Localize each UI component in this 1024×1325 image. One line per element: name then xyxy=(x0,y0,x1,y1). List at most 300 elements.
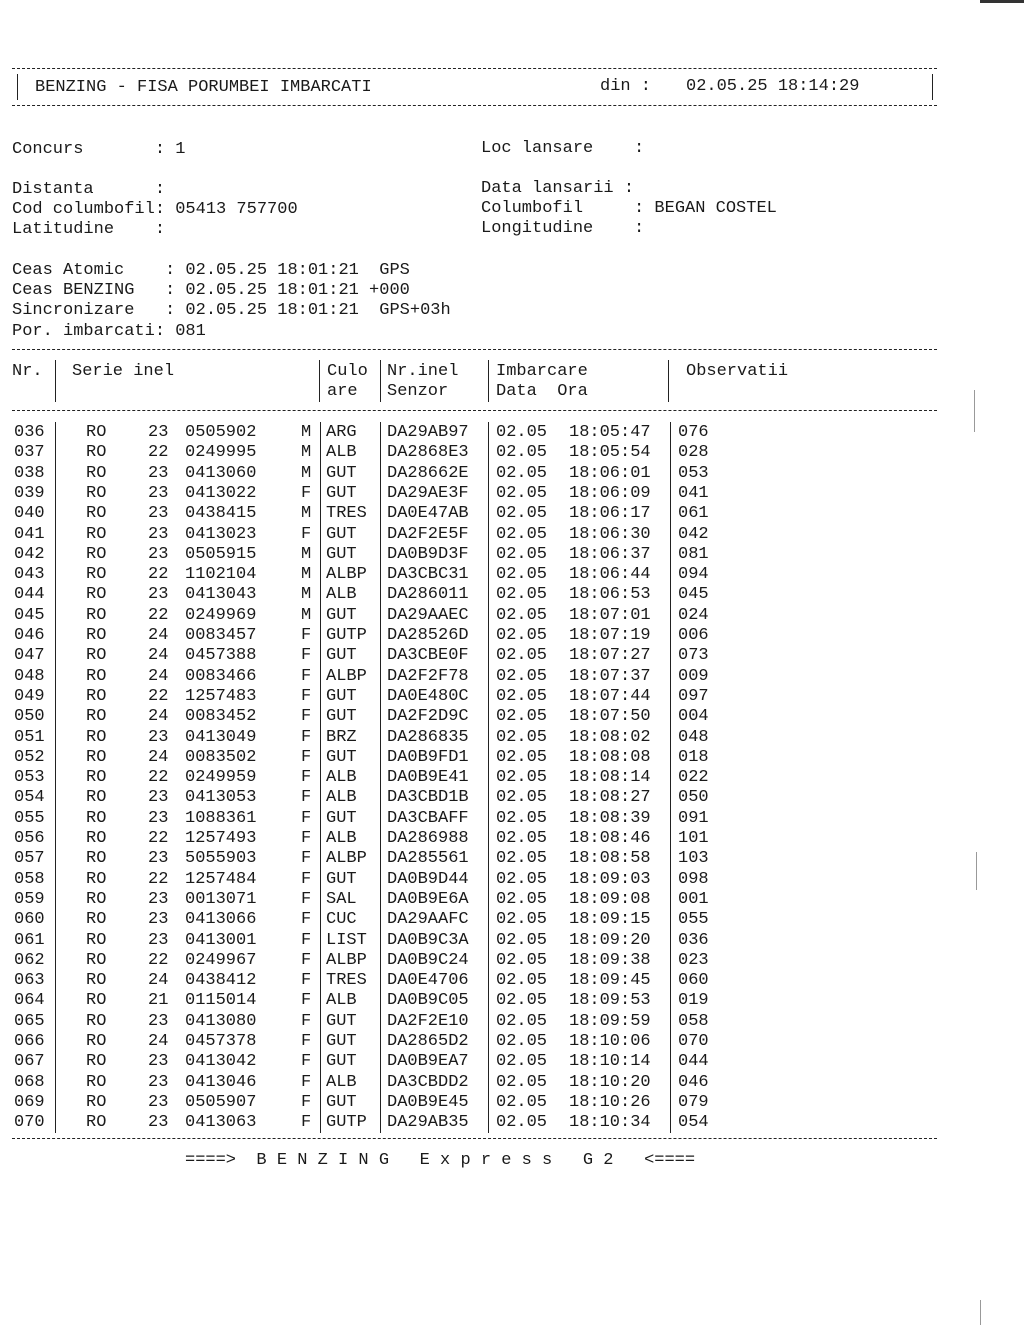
cell-nr: 045 xyxy=(14,605,45,625)
cell-ring: 0249967 xyxy=(185,950,257,970)
cell-data: 02.05 xyxy=(496,768,548,788)
cell-year: 23 xyxy=(148,1072,169,1092)
cell-culoare: GUT xyxy=(326,605,357,625)
col-header-culoare-1: Culo xyxy=(327,362,368,381)
cell-observatii: 098 xyxy=(678,869,709,889)
cell-ring: 0013071 xyxy=(185,889,257,909)
col-header-observatii: Observatii xyxy=(686,362,789,381)
cell-data: 02.05 xyxy=(496,788,548,808)
cell-culoare: TRES xyxy=(326,971,367,991)
cell-observatii: 054 xyxy=(678,1113,709,1133)
cell-senzor: DA0B9D3F xyxy=(387,544,469,564)
table-row xyxy=(0,423,940,443)
cell-country: RO xyxy=(86,747,107,767)
cell-country: RO xyxy=(86,666,107,686)
cell-senzor: DA29AB35 xyxy=(387,1113,469,1133)
cell-culoare: GUT xyxy=(326,524,357,544)
cell-ora: 18:08:58 xyxy=(569,849,651,869)
cell-ora: 18:08:14 xyxy=(569,768,651,788)
cell-sex: F xyxy=(301,646,312,666)
cell-sex: F xyxy=(301,1052,312,1072)
cell-sex: M xyxy=(301,443,312,463)
cell-ora: 18:09:20 xyxy=(569,930,651,950)
cell-ring: 1102104 xyxy=(185,565,257,585)
header-separator xyxy=(12,105,937,106)
data-lansarii-field: Data lansarii : xyxy=(481,179,635,198)
cell-senzor: DA29AAFC xyxy=(387,910,469,930)
cell-year: 23 xyxy=(148,889,169,909)
cell-year: 23 xyxy=(148,808,169,828)
table-row xyxy=(0,788,940,808)
cell-culoare: GUT xyxy=(326,747,357,767)
cell-culoare: GUT xyxy=(326,686,357,706)
cell-senzor: DA286988 xyxy=(387,829,469,848)
cell-nr: 058 xyxy=(14,869,45,889)
latitudine-field: Latitudine : xyxy=(12,220,166,239)
table-row xyxy=(0,626,940,646)
cell-nr: 053 xyxy=(14,768,45,788)
cell-nr: 040 xyxy=(14,504,45,524)
scan-artifact xyxy=(980,1300,981,1325)
cell-nr: 067 xyxy=(14,1052,45,1072)
cell-ora: 18:08:08 xyxy=(569,747,651,767)
cell-ora: 18:06:01 xyxy=(569,463,651,483)
cell-sex: F xyxy=(301,849,312,869)
cell-data: 02.05 xyxy=(496,544,548,564)
cell-culoare: GUT xyxy=(326,646,357,666)
date-label: din : xyxy=(600,77,652,96)
cell-data: 02.05 xyxy=(496,423,548,442)
cell-nr: 065 xyxy=(14,1011,45,1031)
scan-artifact xyxy=(980,0,1024,3)
cell-observatii: 094 xyxy=(678,565,709,585)
cell-ora: 18:06:44 xyxy=(569,565,651,585)
hdr-col-divider xyxy=(319,360,320,402)
ceas-atomic-field: Ceas Atomic : 02.05.25 18:01:21 GPS xyxy=(12,261,410,280)
cell-nr: 060 xyxy=(14,910,45,930)
cell-sex: F xyxy=(301,707,312,727)
cell-ring: 0413042 xyxy=(185,1052,257,1072)
cell-ring: 5055903 xyxy=(185,849,257,869)
table-row xyxy=(0,707,940,727)
cell-ring: 0413043 xyxy=(185,585,257,605)
cell-data: 02.05 xyxy=(496,1113,548,1133)
cell-sex: F xyxy=(301,889,312,909)
cell-ora: 18:06:53 xyxy=(569,585,651,605)
cell-ring: 0505902 xyxy=(185,423,257,442)
cell-year: 22 xyxy=(148,950,169,970)
cell-senzor: DA0B9D44 xyxy=(387,869,469,889)
cell-country: RO xyxy=(86,544,107,564)
cell-senzor: DA3CBC31 xyxy=(387,565,469,585)
cell-country: RO xyxy=(86,1032,107,1051)
cell-senzor: DA29AAEC xyxy=(387,605,469,625)
col-header-serie: Serie inel xyxy=(72,362,175,381)
cell-country: RO xyxy=(86,646,107,666)
cell-country: RO xyxy=(86,889,107,909)
cell-year: 23 xyxy=(148,423,169,442)
cell-observatii: 006 xyxy=(678,626,709,645)
cell-sex: F xyxy=(301,910,312,930)
cell-senzor: DA29AE3F xyxy=(387,483,469,503)
cell-data: 02.05 xyxy=(496,1032,548,1051)
cell-observatii: 001 xyxy=(678,889,709,909)
cell-sex: F xyxy=(301,971,312,991)
cell-data: 02.05 xyxy=(496,930,548,950)
cell-ora: 18:09:08 xyxy=(569,889,651,909)
cell-data: 02.05 xyxy=(496,889,548,909)
cell-ring: 0083452 xyxy=(185,707,257,727)
cell-senzor: DA2F2D9C xyxy=(387,707,469,727)
cell-observatii: 048 xyxy=(678,727,709,747)
cell-country: RO xyxy=(86,443,107,463)
cell-senzor: DA28526D xyxy=(387,626,469,645)
cell-data: 02.05 xyxy=(496,565,548,585)
cell-culoare: GUT xyxy=(326,1032,357,1051)
table-row xyxy=(0,1073,940,1093)
cell-nr: 037 xyxy=(14,443,45,463)
table-row xyxy=(0,687,940,707)
table-row xyxy=(0,910,940,930)
col-header-nr: Nr. xyxy=(12,362,43,381)
cell-country: RO xyxy=(86,849,107,869)
cell-country: RO xyxy=(86,910,107,930)
cell-ring: 0505915 xyxy=(185,544,257,564)
cell-culoare: GUT xyxy=(326,869,357,889)
table-row xyxy=(0,809,940,829)
cell-country: RO xyxy=(86,585,107,605)
cell-culoare: SAL xyxy=(326,889,357,909)
cell-data: 02.05 xyxy=(496,605,548,625)
cell-ring: 0438415 xyxy=(185,504,257,524)
cell-senzor: DA286011 xyxy=(387,585,469,605)
cell-year: 23 xyxy=(148,930,169,950)
cell-year: 24 xyxy=(148,707,169,727)
cell-nr: 043 xyxy=(14,565,45,585)
cell-culoare: GUTP xyxy=(326,1113,367,1133)
cell-year: 22 xyxy=(148,829,169,848)
cell-country: RO xyxy=(86,788,107,808)
cell-sex: F xyxy=(301,483,312,503)
cell-ring: 1257484 xyxy=(185,869,257,889)
cell-country: RO xyxy=(86,423,107,442)
cell-observatii: 023 xyxy=(678,950,709,970)
cell-ora: 18:10:26 xyxy=(569,1092,651,1112)
cell-ora: 18:09:53 xyxy=(569,991,651,1011)
cell-ring: 0083457 xyxy=(185,626,257,645)
table-row xyxy=(0,484,940,504)
cell-year: 24 xyxy=(148,626,169,645)
cell-ora: 18:07:37 xyxy=(569,666,651,686)
table-row xyxy=(0,1093,940,1113)
header-right-border xyxy=(932,74,933,100)
cell-culoare: GUT xyxy=(326,483,357,503)
cell-data: 02.05 xyxy=(496,971,548,991)
cell-sex: F xyxy=(301,686,312,706)
cell-nr: 050 xyxy=(14,707,45,727)
cell-year: 24 xyxy=(148,646,169,666)
cell-culoare: ALB xyxy=(326,788,357,808)
cell-year: 23 xyxy=(148,483,169,503)
cell-nr: 041 xyxy=(14,524,45,544)
cell-ora: 18:10:34 xyxy=(569,1113,651,1133)
cell-year: 23 xyxy=(148,1092,169,1112)
cell-year: 21 xyxy=(148,991,169,1011)
table-row xyxy=(0,565,940,585)
cell-ora: 18:09:59 xyxy=(569,1011,651,1031)
cell-data: 02.05 xyxy=(496,727,548,747)
cell-culoare: GUT xyxy=(326,808,357,828)
cell-nr: 048 xyxy=(14,666,45,686)
cell-observatii: 024 xyxy=(678,605,709,625)
cell-ring: 0413080 xyxy=(185,1011,257,1031)
cell-senzor: DA28662E xyxy=(387,463,469,483)
cell-sex: M xyxy=(301,605,312,625)
col-header-inel-2: Senzor xyxy=(387,382,449,401)
cell-data: 02.05 xyxy=(496,483,548,503)
hdr-col-divider xyxy=(668,360,669,402)
cell-culoare: ALB xyxy=(326,585,357,605)
cell-year: 23 xyxy=(148,463,169,483)
cell-country: RO xyxy=(86,565,107,585)
cell-senzor: DA29AB97 xyxy=(387,423,469,442)
cell-sex: F xyxy=(301,1032,312,1051)
cell-data: 02.05 xyxy=(496,747,548,767)
cell-ora: 18:08:46 xyxy=(569,829,651,848)
cell-culoare: ALBP xyxy=(326,950,367,970)
cell-nr: 066 xyxy=(14,1032,45,1051)
cell-culoare: GUT xyxy=(326,544,357,564)
cell-sex: F xyxy=(301,869,312,889)
cell-year: 24 xyxy=(148,747,169,767)
cell-sex: F xyxy=(301,1113,312,1133)
cod-columbofil-field: Cod columbofil: 05413 757700 xyxy=(12,200,298,219)
cell-country: RO xyxy=(86,1092,107,1112)
cell-culoare: ALB xyxy=(326,1072,357,1092)
table-row xyxy=(0,606,940,626)
cell-data: 02.05 xyxy=(496,1052,548,1072)
cell-year: 23 xyxy=(148,727,169,747)
cell-ring: 0457378 xyxy=(185,1032,257,1051)
cell-nr: 044 xyxy=(14,585,45,605)
cell-data: 02.05 xyxy=(496,707,548,727)
cell-nr: 068 xyxy=(14,1072,45,1092)
cell-year: 23 xyxy=(148,504,169,524)
scan-artifact xyxy=(974,390,975,432)
cell-sex: F xyxy=(301,950,312,970)
cell-year: 24 xyxy=(148,666,169,686)
cell-ring: 0413066 xyxy=(185,910,257,930)
table-row xyxy=(0,748,940,768)
cell-observatii: 058 xyxy=(678,1011,709,1031)
cell-senzor: DA0B9EA7 xyxy=(387,1052,469,1072)
cell-data: 02.05 xyxy=(496,829,548,848)
cell-country: RO xyxy=(86,971,107,991)
table-top-separator xyxy=(12,349,937,350)
cell-senzor: DA0B9C05 xyxy=(387,991,469,1011)
cell-ora: 18:08:39 xyxy=(569,808,651,828)
cell-ora: 18:08:02 xyxy=(569,727,651,747)
cell-year: 23 xyxy=(148,544,169,564)
cell-ring: 0413023 xyxy=(185,524,257,544)
cell-culoare: ALB xyxy=(326,443,357,463)
cell-ring: 0413053 xyxy=(185,788,257,808)
cell-observatii: 076 xyxy=(678,423,709,442)
cell-country: RO xyxy=(86,727,107,747)
cell-country: RO xyxy=(86,950,107,970)
cell-nr: 042 xyxy=(14,544,45,564)
cell-country: RO xyxy=(86,869,107,889)
cell-country: RO xyxy=(86,930,107,950)
cell-culoare: ALBP xyxy=(326,565,367,585)
cell-observatii: 091 xyxy=(678,808,709,828)
table-header-separator xyxy=(12,410,937,411)
cell-culoare: ALBP xyxy=(326,849,367,869)
cell-nr: 036 xyxy=(14,423,45,442)
cell-observatii: 070 xyxy=(678,1032,709,1051)
cell-observatii: 101 xyxy=(678,829,709,848)
cell-nr: 051 xyxy=(14,727,45,747)
table-row xyxy=(0,464,940,484)
cell-data: 02.05 xyxy=(496,646,548,666)
cell-culoare: ARG xyxy=(326,423,357,442)
table-row xyxy=(0,991,940,1011)
cell-observatii: 041 xyxy=(678,483,709,503)
cell-ring: 0438412 xyxy=(185,971,257,991)
cell-nr: 039 xyxy=(14,483,45,503)
cell-country: RO xyxy=(86,768,107,788)
cell-year: 23 xyxy=(148,1113,169,1133)
cell-ring: 0413049 xyxy=(185,727,257,747)
cell-culoare: GUT xyxy=(326,1052,357,1072)
cell-sex: F xyxy=(301,768,312,788)
cell-data: 02.05 xyxy=(496,991,548,1011)
cell-nr: 038 xyxy=(14,463,45,483)
table-row xyxy=(0,646,940,666)
cell-observatii: 097 xyxy=(678,686,709,706)
cell-senzor: DA3CBD1B xyxy=(387,788,469,808)
cell-senzor: DA2865D2 xyxy=(387,1032,469,1051)
cell-ring: 0249969 xyxy=(185,605,257,625)
cell-data: 02.05 xyxy=(496,585,548,605)
cell-ora: 18:06:37 xyxy=(569,544,651,564)
hdr-col-divider xyxy=(488,360,489,402)
col-header-inel-1: Nr.inel xyxy=(387,362,459,381)
cell-culoare: TRES xyxy=(326,504,367,524)
concurs-field: Concurs : 1 xyxy=(12,140,186,159)
cell-sex: M xyxy=(301,565,312,585)
cell-country: RO xyxy=(86,808,107,828)
cell-year: 23 xyxy=(148,524,169,544)
cell-ora: 18:06:17 xyxy=(569,504,651,524)
cell-culoare: GUT xyxy=(326,1011,357,1031)
cell-ora: 18:06:30 xyxy=(569,524,651,544)
cell-data: 02.05 xyxy=(496,950,548,970)
cell-sex: M xyxy=(301,504,312,524)
cell-nr: 052 xyxy=(14,747,45,767)
cell-data: 02.05 xyxy=(496,1011,548,1031)
table-row xyxy=(0,667,940,687)
cell-senzor: DA285561 xyxy=(387,849,469,869)
cell-year: 23 xyxy=(148,849,169,869)
cell-culoare: BRZ xyxy=(326,727,357,747)
cell-ring: 1257493 xyxy=(185,829,257,848)
cell-senzor: DA2F2E5F xyxy=(387,524,469,544)
header-left-border xyxy=(17,74,18,100)
cell-observatii: 004 xyxy=(678,707,709,727)
porumbei-imbarcati-field: Por. imbarcati: 081 xyxy=(12,322,206,341)
cell-country: RO xyxy=(86,991,107,1011)
cell-observatii: 019 xyxy=(678,991,709,1011)
cell-culoare: ALB xyxy=(326,991,357,1011)
cell-senzor: DA0B9E45 xyxy=(387,1092,469,1112)
cell-senzor: DA0E4706 xyxy=(387,971,469,991)
cell-ring: 0083466 xyxy=(185,666,257,686)
cell-year: 23 xyxy=(148,1052,169,1072)
cell-year: 22 xyxy=(148,565,169,585)
cell-data: 02.05 xyxy=(496,443,548,463)
cell-observatii: 079 xyxy=(678,1092,709,1112)
document-title: BENZING - FISA PORUMBEI IMBARCATI xyxy=(35,78,372,97)
cell-nr: 049 xyxy=(14,686,45,706)
table-row xyxy=(0,1052,940,1072)
table-row xyxy=(0,525,940,545)
cell-senzor: DA3CBE0F xyxy=(387,646,469,666)
cell-senzor: DA0B9FD1 xyxy=(387,747,469,767)
cell-ring: 1257483 xyxy=(185,686,257,706)
cell-nr: 055 xyxy=(14,808,45,828)
table-row xyxy=(0,890,940,910)
table-row xyxy=(0,1113,940,1133)
table-bottom-separator xyxy=(12,1138,937,1139)
cell-ring: 0115014 xyxy=(185,991,257,1011)
cell-country: RO xyxy=(86,1011,107,1031)
cell-sex: F xyxy=(301,727,312,747)
cell-observatii: 073 xyxy=(678,646,709,666)
cell-data: 02.05 xyxy=(496,808,548,828)
cell-nr: 054 xyxy=(14,788,45,808)
cell-sex: F xyxy=(301,829,312,848)
cell-country: RO xyxy=(86,504,107,524)
cell-sex: M xyxy=(301,423,312,442)
cell-observatii: 055 xyxy=(678,910,709,930)
cell-sex: F xyxy=(301,626,312,645)
cell-observatii: 042 xyxy=(678,524,709,544)
hdr-col-divider xyxy=(55,360,56,402)
cell-country: RO xyxy=(86,1072,107,1092)
cell-ora: 18:07:27 xyxy=(569,646,651,666)
cell-nr: 057 xyxy=(14,849,45,869)
cell-sex: F xyxy=(301,788,312,808)
cell-ora: 18:09:03 xyxy=(569,869,651,889)
cell-ora: 18:09:45 xyxy=(569,971,651,991)
table-row xyxy=(0,829,940,849)
cell-year: 22 xyxy=(148,686,169,706)
cell-observatii: 103 xyxy=(678,849,709,869)
table-row xyxy=(0,545,940,565)
loc-lansare-field: Loc lansare : xyxy=(481,139,645,158)
cell-ring: 1088361 xyxy=(185,808,257,828)
cell-sex: F xyxy=(301,930,312,950)
cell-ora: 18:10:06 xyxy=(569,1032,651,1051)
cell-culoare: ALB xyxy=(326,768,357,788)
cell-senzor: DA2868E3 xyxy=(387,443,469,463)
cell-nr: 070 xyxy=(14,1113,45,1133)
cell-senzor: DA0E47AB xyxy=(387,504,469,524)
table-row xyxy=(0,728,940,748)
cell-ring: 0249959 xyxy=(185,768,257,788)
cell-nr: 069 xyxy=(14,1092,45,1112)
